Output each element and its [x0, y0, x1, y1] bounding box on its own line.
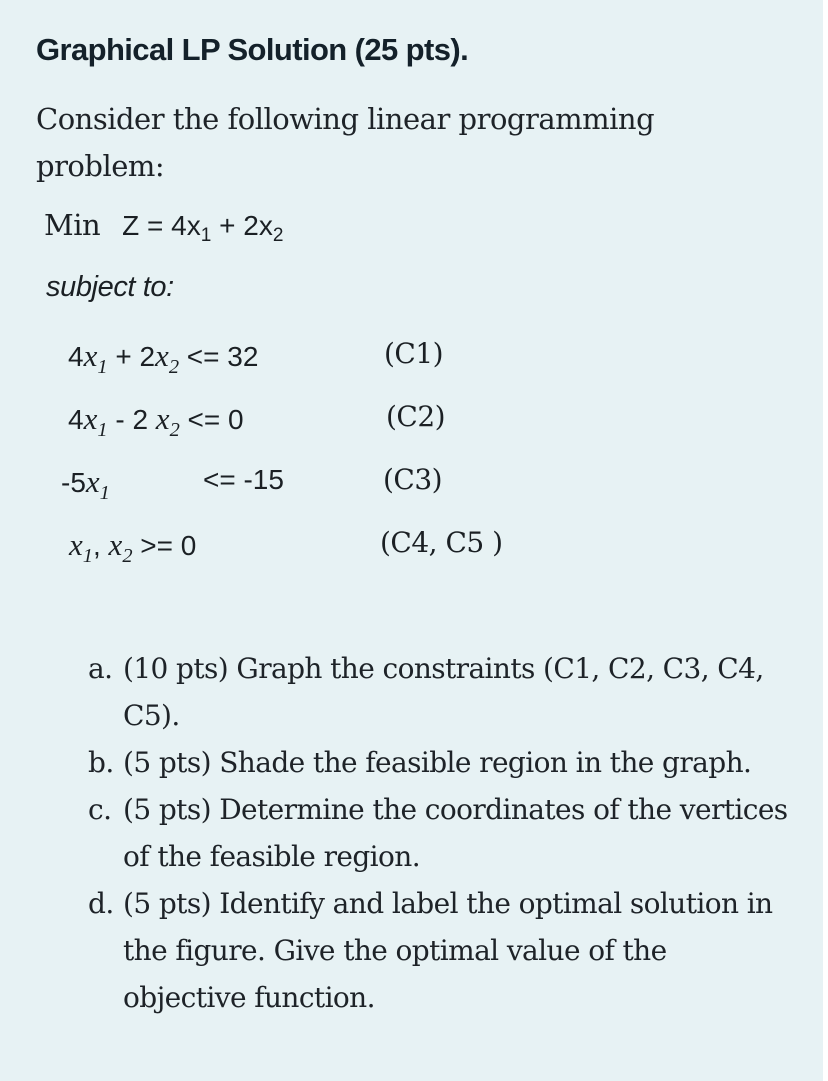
task-text: (5 pts) Identify and label the optimal solution in the figure. Give the optimal value of the objective function.	[123, 887, 773, 1014]
constraint-label-c1: (C1)	[384, 337, 444, 370]
task-item-d	[88, 880, 788, 1021]
objective-expression: $Z = 4x_1 + 2x_2$	[122, 210, 284, 247]
task-item-c	[88, 786, 788, 880]
constraint-c4-c5: $x_1$, $x_2 >= 0$	[69, 527, 197, 567]
intro-text: Consider the following linear programming problem:	[36, 102, 655, 183]
task-item-a	[88, 645, 788, 739]
constraint-c1: $4x_1 + 2x_2 <= 32$	[68, 338, 259, 378]
min-keyword: Min	[44, 208, 101, 242]
task-text: (5 pts) Determine the coordinates of the vertices of the feasible region.	[123, 793, 788, 873]
task-text: (10 pts) Graph the constraints (C1, C2, C3, C4, C5).	[123, 652, 764, 732]
constraint-c3-rhs: <= -15	[203, 464, 284, 495]
page-right-edge	[823, 0, 828, 1081]
task-text: (5 pts) Shade the feasible region in the graph.	[123, 746, 752, 779]
task-marker: a.	[88, 652, 113, 685]
constraint-label-c2: (C2)	[386, 400, 446, 433]
objective-function	[44, 208, 284, 247]
subject-to-label: subject to:	[46, 271, 174, 303]
constraint-c3-lhs: $-5x_1$	[61, 464, 110, 504]
task-marker: b.	[88, 746, 114, 779]
constraint-label-c4-c5: (C4, C5 )	[380, 526, 503, 559]
constraint-c2: $4x_1 - 2$ $x_2 <= 0$	[68, 401, 244, 441]
task-marker: c.	[88, 793, 112, 826]
task-list	[88, 645, 788, 1021]
constraint-label-c3: (C3)	[383, 463, 443, 496]
task-item-b	[88, 739, 788, 786]
page-title: Graphical LP Solution (25 pts).	[36, 32, 469, 67]
task-marker: d.	[88, 887, 114, 920]
